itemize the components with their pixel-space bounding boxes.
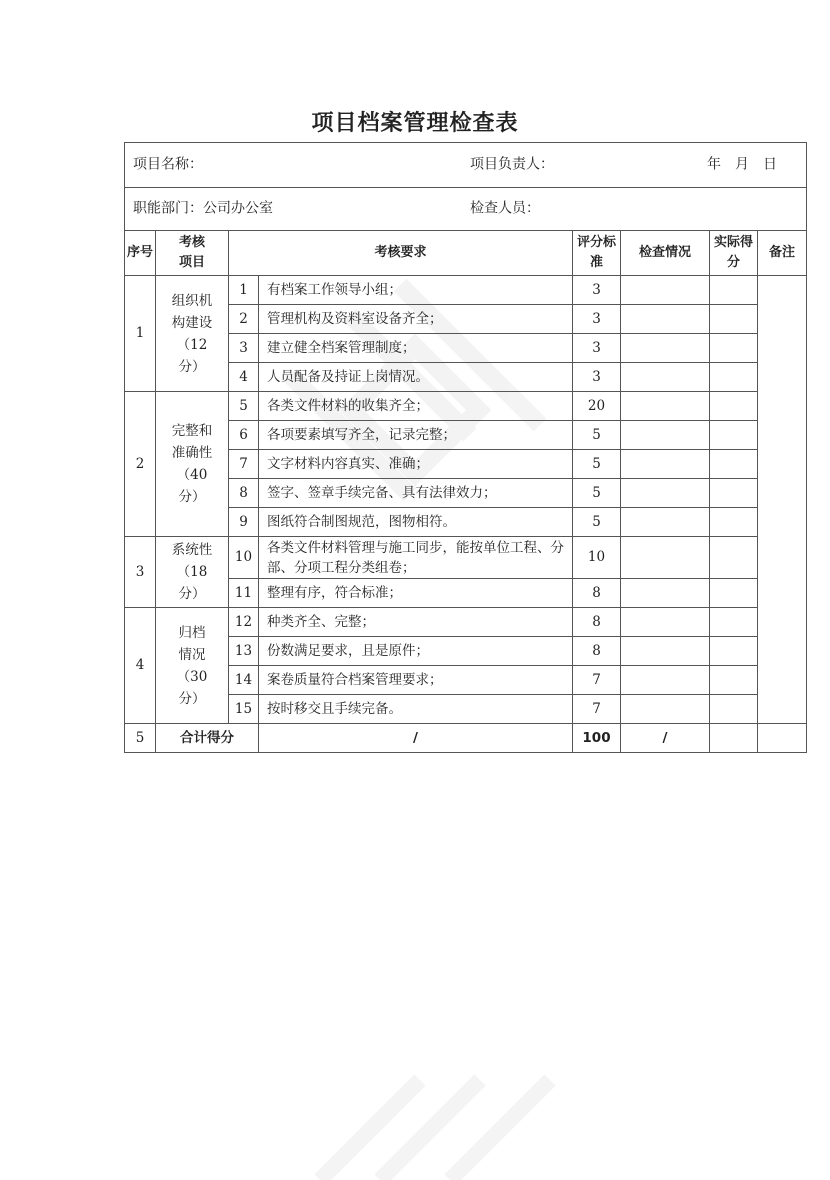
item-check-cell[interactable]	[621, 305, 710, 334]
total-check: /	[621, 724, 710, 753]
item-actual-cell[interactable]	[710, 608, 758, 637]
item-actual-cell[interactable]	[710, 450, 758, 479]
table-row	[125, 608, 807, 637]
total-actual-cell[interactable]	[710, 724, 758, 753]
item-requirement: 签字、签章手续完备、具有法律效力；	[259, 479, 573, 508]
total-score: 100	[573, 724, 621, 753]
header-actual: 实际得分	[710, 231, 758, 276]
group-name: 系统性（18分）	[156, 537, 229, 608]
item-check-cell[interactable]	[621, 276, 710, 305]
item-actual-cell[interactable]	[710, 392, 758, 421]
item-score: 3	[573, 334, 621, 363]
item-no: 14	[229, 666, 259, 695]
item-score: 5	[573, 421, 621, 450]
item-no: 8	[229, 479, 259, 508]
item-score: 8	[573, 637, 621, 666]
item-no: 5	[229, 392, 259, 421]
item-actual-cell[interactable]	[710, 479, 758, 508]
table-row	[125, 392, 807, 421]
total-requirement: /	[259, 724, 573, 753]
inspector-label: 检查人员：	[470, 200, 540, 217]
info-row-department	[125, 188, 807, 231]
item-check-cell[interactable]	[621, 608, 710, 637]
item-requirement: 整理有序，符合标准；	[259, 579, 573, 608]
item-score: 8	[573, 608, 621, 637]
item-actual-cell[interactable]	[710, 579, 758, 608]
project-leader-label: 项目负责人：	[470, 156, 554, 173]
item-score: 7	[573, 666, 621, 695]
item-requirement: 文字材料内容真实、准确；	[259, 450, 573, 479]
item-score: 7	[573, 695, 621, 724]
item-check-cell[interactable]	[621, 508, 710, 537]
item-requirement: 人员配备及持证上岗情况。	[259, 363, 573, 392]
item-no: 7	[229, 450, 259, 479]
department-label: 职能部门：公司办公室	[133, 200, 273, 217]
item-score: 5	[573, 479, 621, 508]
item-check-cell[interactable]	[621, 450, 710, 479]
item-actual-cell[interactable]	[710, 363, 758, 392]
item-check-cell[interactable]	[621, 479, 710, 508]
item-no: 11	[229, 579, 259, 608]
page-title: 项目档案管理检查表	[311, 111, 519, 136]
item-no: 3	[229, 334, 259, 363]
item-no: 4	[229, 363, 259, 392]
item-score: 10	[573, 537, 621, 579]
total-seq: 5	[125, 724, 156, 753]
item-check-cell[interactable]	[621, 421, 710, 450]
item-no: 2	[229, 305, 259, 334]
item-check-cell[interactable]	[621, 695, 710, 724]
item-actual-cell[interactable]	[710, 508, 758, 537]
item-requirement: 种类齐全、完整；	[259, 608, 573, 637]
item-no: 1	[229, 276, 259, 305]
item-actual-cell[interactable]	[710, 305, 758, 334]
watermark-icon	[300, 1040, 580, 1180]
header-standard: 评分标准	[573, 231, 621, 276]
item-no: 9	[229, 508, 259, 537]
item-actual-cell[interactable]	[710, 695, 758, 724]
item-actual-cell[interactable]	[710, 334, 758, 363]
info-row-project	[125, 143, 807, 188]
item-score: 3	[573, 276, 621, 305]
item-score: 20	[573, 392, 621, 421]
item-no: 12	[229, 608, 259, 637]
inspection-table	[124, 142, 807, 753]
item-requirement: 份数满足要求，且是原件；	[259, 637, 573, 666]
group-name: 归档情况（30分）	[156, 608, 229, 724]
group-seq: 2	[125, 392, 156, 537]
item-requirement: 图纸符合制图规范，图物相符。	[259, 508, 573, 537]
item-score: 8	[573, 579, 621, 608]
item-requirement: 有档案工作领导小组；	[259, 276, 573, 305]
item-no: 10	[229, 537, 259, 579]
item-score: 5	[573, 508, 621, 537]
item-requirement: 建立健全档案管理制度；	[259, 334, 573, 363]
group-seq: 3	[125, 537, 156, 608]
item-no: 13	[229, 637, 259, 666]
item-score: 3	[573, 305, 621, 334]
item-score: 3	[573, 363, 621, 392]
group-seq: 1	[125, 276, 156, 392]
total-row	[125, 724, 807, 753]
group-name: 组织机构建设（12分）	[156, 276, 229, 392]
item-check-cell[interactable]	[621, 637, 710, 666]
item-actual-cell[interactable]	[710, 421, 758, 450]
item-check-cell[interactable]	[621, 363, 710, 392]
item-check-cell[interactable]	[621, 392, 710, 421]
group-seq: 4	[125, 608, 156, 724]
item-actual-cell[interactable]	[710, 537, 758, 579]
item-actual-cell[interactable]	[710, 276, 758, 305]
item-requirement: 各类文件材料管理与施工同步，能按单位工程、分部、分项工程分类组卷；	[259, 537, 573, 579]
header-check: 检查情况	[621, 231, 710, 276]
item-requirement: 各类文件材料的收集齐全；	[259, 392, 573, 421]
item-check-cell[interactable]	[621, 334, 710, 363]
item-check-cell[interactable]	[621, 666, 710, 695]
header-requirement: 考核要求	[229, 231, 573, 276]
item-requirement: 各项要素填写齐全，记录完整；	[259, 421, 573, 450]
item-requirement: 管理机构及资料室设备齐全；	[259, 305, 573, 334]
header-remark: 备注	[758, 231, 807, 276]
item-check-cell[interactable]	[621, 579, 710, 608]
item-no: 15	[229, 695, 259, 724]
total-remark-cell[interactable]	[758, 724, 807, 753]
item-no: 6	[229, 421, 259, 450]
project-name-label: 项目名称：	[133, 156, 203, 173]
header-seq: 序号	[125, 231, 156, 276]
table-row	[125, 537, 807, 579]
total-label: 合计得分	[156, 724, 259, 753]
item-actual-cell[interactable]	[710, 666, 758, 695]
header-item: 考核项目	[156, 231, 229, 276]
item-requirement: 按时移交且手续完备。	[259, 695, 573, 724]
table-row	[125, 276, 807, 305]
item-check-cell[interactable]	[621, 537, 710, 579]
group-name: 完整和准确性（40分）	[156, 392, 229, 537]
remark-cell[interactable]	[758, 276, 807, 724]
item-requirement: 案卷质量符合档案管理要求；	[259, 666, 573, 695]
date-label: 年 月 日	[707, 156, 777, 173]
item-score: 5	[573, 450, 621, 479]
item-actual-cell[interactable]	[710, 637, 758, 666]
